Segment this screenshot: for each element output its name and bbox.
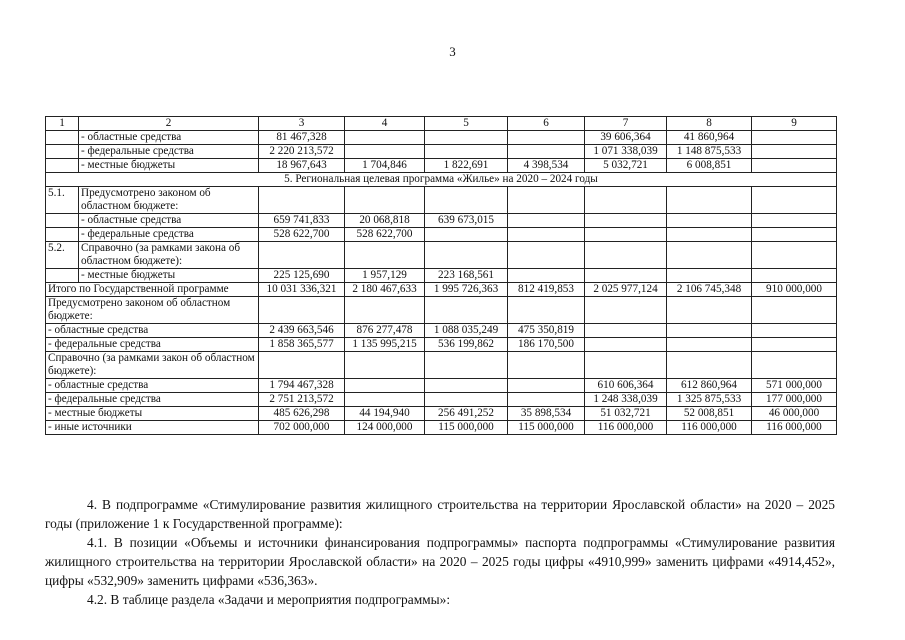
table-row xyxy=(46,145,837,159)
table-cell xyxy=(752,242,837,269)
table-cell: 51 032,721 xyxy=(585,407,667,421)
table-cell xyxy=(259,352,345,379)
table-cell: 116 000,000 xyxy=(667,421,752,435)
table-cell: 610 606,364 xyxy=(585,379,667,393)
table-cell: 1 325 875,533 xyxy=(667,393,752,407)
table-cell xyxy=(752,352,837,379)
table-cell xyxy=(667,242,752,269)
table-cell xyxy=(345,131,425,145)
table-cell xyxy=(585,269,667,283)
table-cell: 124 000,000 xyxy=(345,421,425,435)
table-cell: 116 000,000 xyxy=(585,421,667,435)
table-cell: 1 248 338,039 xyxy=(585,393,667,407)
table-cell xyxy=(667,338,752,352)
table-cell xyxy=(508,269,585,283)
table-cell xyxy=(508,393,585,407)
table-cell xyxy=(508,214,585,228)
table-cell: 1 794 467,328 xyxy=(259,379,345,393)
table-cell: 115 000,000 xyxy=(508,421,585,435)
column-number: 5 xyxy=(425,117,508,131)
table-cell xyxy=(667,187,752,214)
table-cell xyxy=(425,145,508,159)
row-label: - федеральные средства xyxy=(46,338,259,352)
table-row xyxy=(46,228,837,242)
table-cell xyxy=(585,187,667,214)
table-cell: 115 000,000 xyxy=(425,421,508,435)
table-cell xyxy=(752,159,837,173)
row-number: 5.1. xyxy=(46,187,79,214)
table-cell: 2 439 663,546 xyxy=(259,324,345,338)
table-cell: 2 751 213,572 xyxy=(259,393,345,407)
row-label: Предусмотрено законом об областном бюджете: xyxy=(79,187,259,214)
paragraph: 4.1. В позиции «Объемы и источники финансирования подпрограммы» паспорта подпрограммы «Стимулирование развития жилищного строительства на территории Ярославской области» на 2020 – 2025 годы цифры «4910,999» заменить цифрами «4914,452», цифры «532,909» заменить цифрами «536,363». xyxy=(45,535,835,588)
table-cell xyxy=(345,242,425,269)
table-cell: 39 606,364 xyxy=(585,131,667,145)
section-title: 5. Региональная целевая программа «Жилье» на 2020 – 2024 годы xyxy=(46,173,837,187)
table-row xyxy=(46,187,837,214)
table-cell xyxy=(752,338,837,352)
column-number: 8 xyxy=(667,117,752,131)
table-cell xyxy=(585,214,667,228)
table-cell xyxy=(508,228,585,242)
table-cell: 256 491,252 xyxy=(425,407,508,421)
row-number xyxy=(46,159,79,173)
table-cell xyxy=(345,379,425,393)
table-cell xyxy=(752,297,837,324)
table-cell xyxy=(425,393,508,407)
row-number xyxy=(46,131,79,145)
table-cell: 612 860,964 xyxy=(667,379,752,393)
row-label: - иные источники xyxy=(46,421,259,435)
row-label: - областные средства xyxy=(79,214,259,228)
table-cell: 475 350,819 xyxy=(508,324,585,338)
row-label: - областные средства xyxy=(79,131,259,145)
table-cell xyxy=(752,269,837,283)
table-row xyxy=(46,407,837,421)
row-label: - федеральные средства xyxy=(79,228,259,242)
table-cell: 5 032,721 xyxy=(585,159,667,173)
table-row xyxy=(46,352,837,379)
table-cell xyxy=(425,242,508,269)
row-label: - областные средства xyxy=(46,324,259,338)
row-label: Итого по Государственной программе xyxy=(46,283,259,297)
table-header-row xyxy=(46,117,837,131)
table-cell: 2 025 977,124 xyxy=(585,283,667,297)
column-number: 2 xyxy=(79,117,259,131)
table-cell xyxy=(508,379,585,393)
table-cell xyxy=(585,338,667,352)
page-number: 3 xyxy=(449,44,456,59)
table-cell: 2 180 467,633 xyxy=(345,283,425,297)
table-cell xyxy=(508,131,585,145)
table-cell xyxy=(345,145,425,159)
table-cell: 528 622,700 xyxy=(345,228,425,242)
table-cell: 1 995 726,363 xyxy=(425,283,508,297)
table-cell: 6 008,851 xyxy=(667,159,752,173)
table-cell: 536 199,862 xyxy=(425,338,508,352)
table-row xyxy=(46,393,837,407)
table-cell xyxy=(752,214,837,228)
table-cell: 10 031 336,321 xyxy=(259,283,345,297)
table-row xyxy=(46,297,837,324)
table-cell xyxy=(667,214,752,228)
table-cell: 812 419,853 xyxy=(508,283,585,297)
row-label: - местные бюджеты xyxy=(79,159,259,173)
column-number: 3 xyxy=(259,117,345,131)
table-cell xyxy=(425,131,508,145)
table-cell: 35 898,534 xyxy=(508,407,585,421)
table-cell xyxy=(667,228,752,242)
table-row xyxy=(46,283,837,297)
column-number: 9 xyxy=(752,117,837,131)
table-cell: 41 860,964 xyxy=(667,131,752,145)
table-cell xyxy=(667,269,752,283)
paragraph: 4. В подпрограмме «Стимулирование развития жилищного строительства на территории Ярославской области» на 2020 – 2025 годы (приложение 1 к Государственной программе): xyxy=(45,497,835,531)
table-cell: 223 168,561 xyxy=(425,269,508,283)
table-cell xyxy=(667,324,752,338)
table-cell: 876 277,478 xyxy=(345,324,425,338)
table-cell xyxy=(259,242,345,269)
table-row xyxy=(46,269,837,283)
table-row xyxy=(46,242,837,269)
row-number xyxy=(46,145,79,159)
table-cell: 18 967,643 xyxy=(259,159,345,173)
table-row xyxy=(46,131,837,145)
table-row xyxy=(46,379,837,393)
table-cell xyxy=(508,242,585,269)
row-number xyxy=(46,214,79,228)
table-cell: 4 398,534 xyxy=(508,159,585,173)
table-cell: 1 135 995,215 xyxy=(345,338,425,352)
table-cell xyxy=(425,379,508,393)
table-cell: 702 000,000 xyxy=(259,421,345,435)
table-cell xyxy=(345,352,425,379)
table-cell xyxy=(259,187,345,214)
table-cell: 81 467,328 xyxy=(259,131,345,145)
table-row xyxy=(46,159,837,173)
table-cell: 1 822,691 xyxy=(425,159,508,173)
table-cell: 46 000,000 xyxy=(752,407,837,421)
table-cell: 1 088 035,249 xyxy=(425,324,508,338)
column-number: 1 xyxy=(46,117,79,131)
row-label: - федеральные средства xyxy=(46,393,259,407)
row-label: Предусмотрено законом об областном бюджете: xyxy=(46,297,259,324)
table-cell xyxy=(259,297,345,324)
table-cell: 1 704,846 xyxy=(345,159,425,173)
table-cell xyxy=(585,228,667,242)
table-cell xyxy=(585,324,667,338)
table-cell xyxy=(752,324,837,338)
table-cell xyxy=(585,352,667,379)
table-row xyxy=(46,421,837,435)
row-label: Справочно (за рамками закона об областном бюджете): xyxy=(79,242,259,269)
table-cell xyxy=(508,297,585,324)
table-cell: 177 000,000 xyxy=(752,393,837,407)
row-label: - федеральные средства xyxy=(79,145,259,159)
table-cell xyxy=(425,187,508,214)
table-cell xyxy=(425,297,508,324)
table-cell xyxy=(585,297,667,324)
table-cell xyxy=(667,297,752,324)
table-cell xyxy=(345,297,425,324)
table-cell xyxy=(667,352,752,379)
table-cell xyxy=(752,145,837,159)
table-row xyxy=(46,214,837,228)
table-cell: 485 626,298 xyxy=(259,407,345,421)
column-number: 4 xyxy=(345,117,425,131)
row-number xyxy=(46,228,79,242)
table-cell: 2 220 213,572 xyxy=(259,145,345,159)
table-cell xyxy=(508,145,585,159)
table-cell: 44 194,940 xyxy=(345,407,425,421)
table-row xyxy=(46,324,837,338)
table-cell xyxy=(345,187,425,214)
column-number: 6 xyxy=(508,117,585,131)
row-label: - местные бюджеты xyxy=(79,269,259,283)
table-cell: 2 106 745,348 xyxy=(667,283,752,297)
table-cell: 528 622,700 xyxy=(259,228,345,242)
table-cell xyxy=(752,228,837,242)
table-cell: 1 148 875,533 xyxy=(667,145,752,159)
column-number: 7 xyxy=(585,117,667,131)
row-label: - местные бюджеты xyxy=(46,407,259,421)
table-cell xyxy=(752,131,837,145)
table-cell: 639 673,015 xyxy=(425,214,508,228)
table-cell: 1 957,129 xyxy=(345,269,425,283)
table-cell: 1 071 338,039 xyxy=(585,145,667,159)
table-cell xyxy=(425,228,508,242)
table-cell xyxy=(425,352,508,379)
row-label: - областные средства xyxy=(46,379,259,393)
table-cell: 186 170,500 xyxy=(508,338,585,352)
table-cell xyxy=(508,187,585,214)
table-cell xyxy=(752,187,837,214)
table-cell: 20 068,818 xyxy=(345,214,425,228)
table-cell xyxy=(345,393,425,407)
table-cell: 116 000,000 xyxy=(752,421,837,435)
financing-table xyxy=(45,116,837,435)
table-cell: 52 008,851 xyxy=(667,407,752,421)
body-text xyxy=(45,495,835,609)
table-cell xyxy=(508,352,585,379)
row-label: Справочно (за рамками закон об областном бюджете): xyxy=(46,352,259,379)
paragraph: 4.2. В таблице раздела «Задачи и мероприятия подпрограммы»: xyxy=(87,592,451,607)
row-number xyxy=(46,269,79,283)
table-cell: 659 741,833 xyxy=(259,214,345,228)
table-cell: 1 858 365,577 xyxy=(259,338,345,352)
row-number: 5.2. xyxy=(46,242,79,269)
table-cell: 571 000,000 xyxy=(752,379,837,393)
table-cell: 910 000,000 xyxy=(752,283,837,297)
table-cell xyxy=(585,242,667,269)
section-row xyxy=(46,173,837,187)
table-cell: 225 125,690 xyxy=(259,269,345,283)
table-row xyxy=(46,338,837,352)
